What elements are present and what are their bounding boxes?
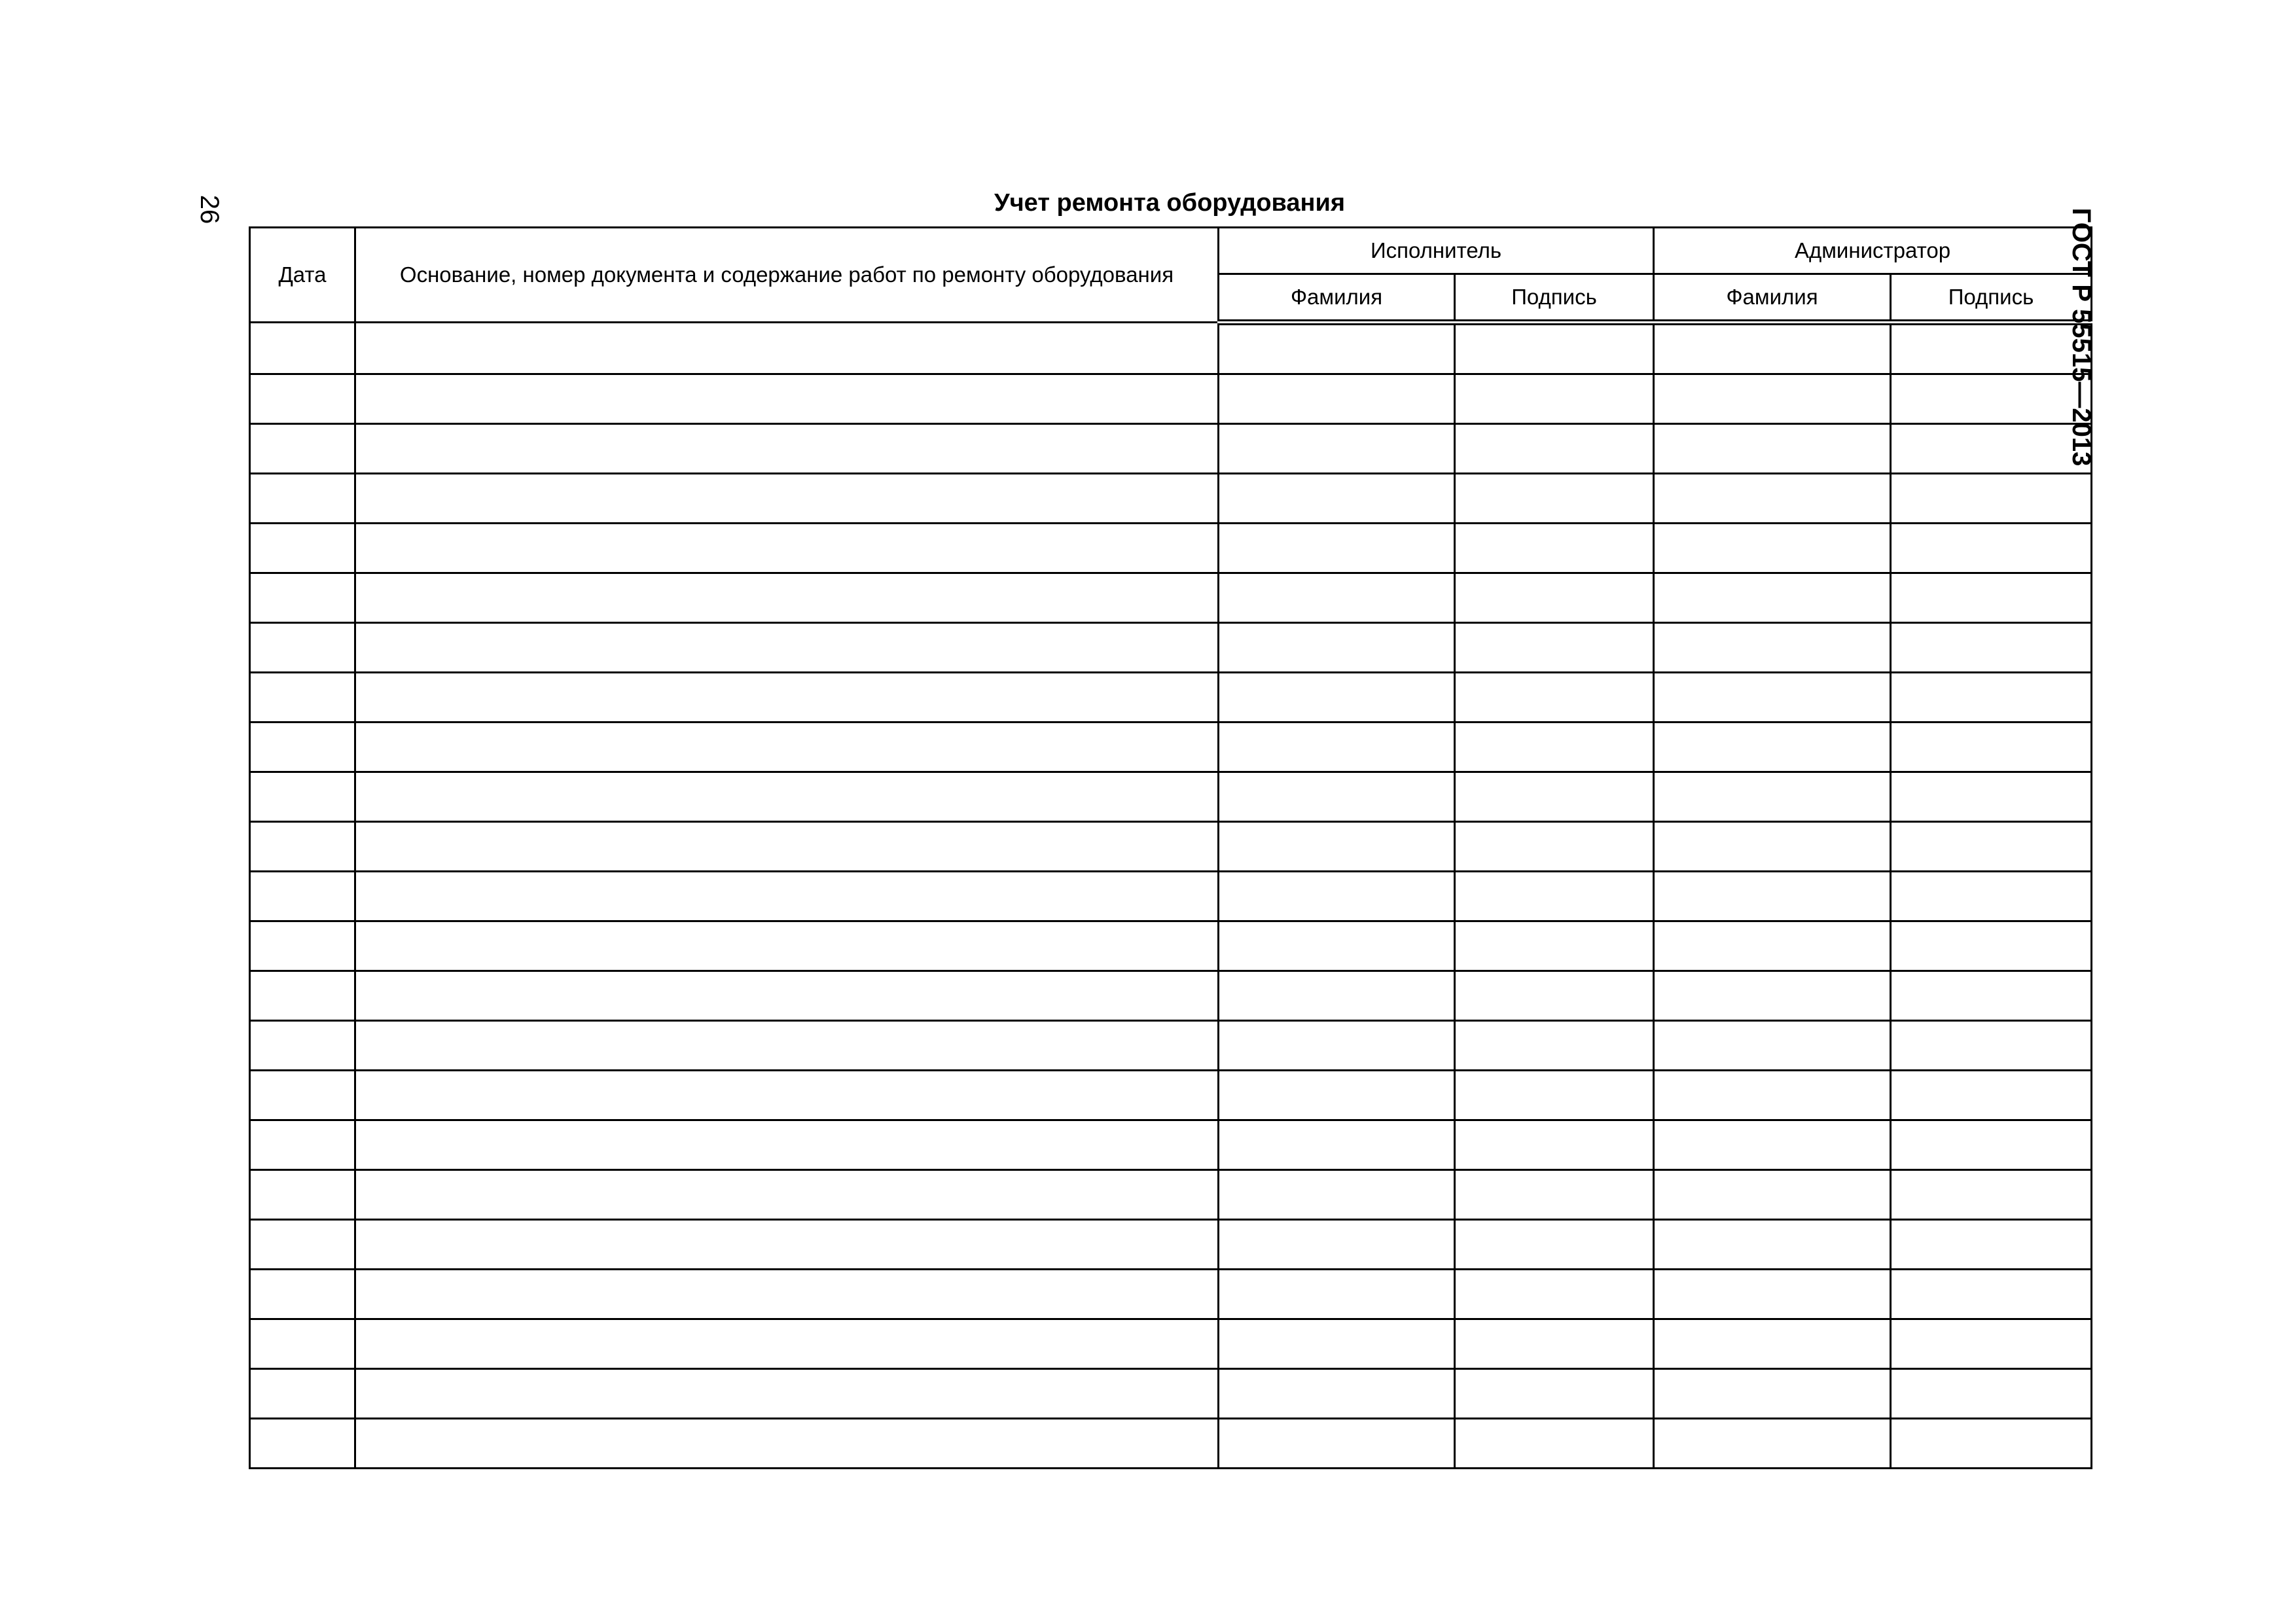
executor-signature-cell	[1455, 1071, 1654, 1120]
basis-cell	[355, 524, 1219, 573]
table-row	[250, 673, 2092, 722]
administrator-surname-cell	[1654, 424, 1891, 474]
administrator-signature-cell	[1891, 1319, 2092, 1369]
executor-signature-cell	[1455, 573, 1654, 623]
executor-surname-cell	[1219, 822, 1455, 872]
date-cell	[250, 573, 355, 623]
administrator-signature-cell	[1891, 772, 2092, 822]
date-cell	[250, 424, 355, 474]
executor-signature-cell	[1455, 1270, 1654, 1319]
basis-cell	[355, 474, 1219, 524]
administrator-signature-cell	[1891, 1220, 2092, 1270]
table-row	[250, 1170, 2092, 1220]
executor-signature-cell	[1455, 971, 1654, 1021]
basis-cell	[355, 1120, 1219, 1170]
table-row	[250, 971, 2092, 1021]
date-cell	[250, 971, 355, 1021]
basis-cell	[355, 822, 1219, 872]
basis-cell	[355, 1071, 1219, 1120]
executor-signature-cell	[1455, 921, 1654, 971]
administrator-surname-cell	[1654, 1021, 1891, 1071]
basis-cell	[355, 1170, 1219, 1220]
executor-signature-cell	[1455, 772, 1654, 822]
administrator-signature-cell	[1891, 1071, 2092, 1120]
date-cell	[250, 1170, 355, 1220]
executor-signature-cell	[1455, 872, 1654, 921]
basis-cell	[355, 374, 1219, 424]
executor-signature-cell	[1455, 623, 1654, 673]
administrator-surname-cell	[1654, 1170, 1891, 1220]
table-row	[250, 323, 2092, 374]
basis-cell	[355, 1270, 1219, 1319]
table-row	[250, 1369, 2092, 1419]
executor-signature-cell	[1455, 1419, 1654, 1469]
column-header-executor-surname: Фамилия	[1219, 274, 1455, 323]
administrator-surname-cell	[1654, 1071, 1891, 1120]
date-cell	[250, 623, 355, 673]
date-cell	[250, 872, 355, 921]
executor-surname-cell	[1219, 323, 1455, 374]
administrator-signature-cell	[1891, 474, 2092, 524]
executor-signature-cell	[1455, 1369, 1654, 1419]
basis-cell	[355, 424, 1219, 474]
executor-signature-cell	[1455, 1021, 1654, 1071]
executor-surname-cell	[1219, 673, 1455, 722]
basis-cell	[355, 673, 1219, 722]
executor-surname-cell	[1219, 573, 1455, 623]
table-row	[250, 722, 2092, 772]
repair-log-table	[249, 226, 2092, 1469]
administrator-surname-cell	[1654, 524, 1891, 573]
administrator-signature-cell	[1891, 722, 2092, 772]
column-group-executor: Исполнитель	[1219, 228, 1654, 274]
executor-signature-cell	[1455, 722, 1654, 772]
executor-surname-cell	[1219, 971, 1455, 1021]
basis-cell	[355, 323, 1219, 374]
administrator-surname-cell	[1654, 323, 1891, 374]
basis-cell	[355, 1319, 1219, 1369]
administrator-signature-cell	[1891, 524, 2092, 573]
table-row	[250, 872, 2092, 921]
date-cell	[250, 1319, 355, 1369]
date-cell	[250, 921, 355, 971]
executor-surname-cell	[1219, 1220, 1455, 1270]
executor-signature-cell	[1455, 374, 1654, 424]
executor-signature-cell	[1455, 822, 1654, 872]
column-header-executor-signature: Подпись	[1455, 274, 1654, 323]
table-body	[250, 323, 2092, 1469]
basis-cell	[355, 623, 1219, 673]
date-cell	[250, 1369, 355, 1419]
table-row	[250, 772, 2092, 822]
date-cell	[250, 822, 355, 872]
executor-surname-cell	[1219, 921, 1455, 971]
administrator-surname-cell	[1654, 1369, 1891, 1419]
basis-cell	[355, 573, 1219, 623]
table-row	[250, 1319, 2092, 1369]
administrator-surname-cell	[1654, 1319, 1891, 1369]
executor-surname-cell	[1219, 1419, 1455, 1469]
administrator-signature-cell	[1891, 1419, 2092, 1469]
executor-surname-cell	[1219, 374, 1455, 424]
date-cell	[250, 374, 355, 424]
administrator-surname-cell	[1654, 474, 1891, 524]
executor-surname-cell	[1219, 1021, 1455, 1071]
executor-surname-cell	[1219, 1319, 1455, 1369]
administrator-signature-cell	[1891, 1120, 2092, 1170]
administrator-surname-cell	[1654, 1270, 1891, 1319]
table-row	[250, 374, 2092, 424]
table-row	[250, 623, 2092, 673]
administrator-signature-cell	[1891, 573, 2092, 623]
column-header-date: Дата	[250, 228, 355, 323]
column-group-administrator: Администратор	[1654, 228, 2092, 274]
administrator-surname-cell	[1654, 374, 1891, 424]
executor-surname-cell	[1219, 623, 1455, 673]
executor-signature-cell	[1455, 1120, 1654, 1170]
administrator-signature-cell	[1891, 424, 2092, 474]
basis-cell	[355, 1021, 1219, 1071]
administrator-surname-cell	[1654, 1419, 1891, 1469]
table-row	[250, 1120, 2092, 1170]
basis-cell	[355, 722, 1219, 772]
date-cell	[250, 673, 355, 722]
executor-signature-cell	[1455, 323, 1654, 374]
table-row	[250, 573, 2092, 623]
administrator-surname-cell	[1654, 872, 1891, 921]
executor-signature-cell	[1455, 424, 1654, 474]
executor-surname-cell	[1219, 424, 1455, 474]
basis-cell	[355, 971, 1219, 1021]
executor-surname-cell	[1219, 1120, 1455, 1170]
date-cell	[250, 1419, 355, 1469]
administrator-surname-cell	[1654, 623, 1891, 673]
executor-surname-cell	[1219, 772, 1455, 822]
date-cell	[250, 722, 355, 772]
administrator-signature-cell	[1891, 323, 2092, 374]
administrator-signature-cell	[1891, 1170, 2092, 1220]
table-row	[250, 1071, 2092, 1120]
page-number: 26	[195, 194, 224, 224]
table-row	[250, 822, 2092, 872]
header-row-1	[250, 228, 2092, 274]
executor-surname-cell	[1219, 474, 1455, 524]
executor-surname-cell	[1219, 1270, 1455, 1319]
executor-signature-cell	[1455, 474, 1654, 524]
executor-signature-cell	[1455, 1319, 1654, 1369]
table-row	[250, 1419, 2092, 1469]
executor-signature-cell	[1455, 1220, 1654, 1270]
date-cell	[250, 474, 355, 524]
executor-surname-cell	[1219, 872, 1455, 921]
table-row	[250, 424, 2092, 474]
table-row	[250, 1270, 2092, 1319]
column-header-basis: Основание, номер документа и содержание работ по ремонту оборудования	[355, 228, 1219, 323]
executor-surname-cell	[1219, 524, 1455, 573]
table-title: Учет ремонта оборудования	[994, 189, 1346, 217]
administrator-surname-cell	[1654, 822, 1891, 872]
executor-surname-cell	[1219, 1170, 1455, 1220]
date-cell	[250, 524, 355, 573]
administrator-surname-cell	[1654, 921, 1891, 971]
table-row	[250, 1021, 2092, 1071]
table-header	[250, 228, 2092, 323]
administrator-signature-cell	[1891, 971, 2092, 1021]
standard-code: ГОСТ Р 55515—2013	[2067, 207, 2096, 467]
administrator-surname-cell	[1654, 772, 1891, 822]
date-cell	[250, 1270, 355, 1319]
date-cell	[250, 1120, 355, 1170]
table-row	[250, 921, 2092, 971]
executor-surname-cell	[1219, 1369, 1455, 1419]
administrator-signature-cell	[1891, 623, 2092, 673]
administrator-signature-cell	[1891, 872, 2092, 921]
executor-surname-cell	[1219, 722, 1455, 772]
executor-signature-cell	[1455, 673, 1654, 722]
table-row	[250, 474, 2092, 524]
executor-surname-cell	[1219, 1071, 1455, 1120]
basis-cell	[355, 772, 1219, 822]
administrator-signature-cell	[1891, 921, 2092, 971]
basis-cell	[355, 1220, 1219, 1270]
executor-signature-cell	[1455, 524, 1654, 573]
date-cell	[250, 772, 355, 822]
administrator-surname-cell	[1654, 1120, 1891, 1170]
administrator-surname-cell	[1654, 1220, 1891, 1270]
date-cell	[250, 1071, 355, 1120]
administrator-signature-cell	[1891, 822, 2092, 872]
table-row	[250, 524, 2092, 573]
administrator-signature-cell	[1891, 374, 2092, 424]
administrator-surname-cell	[1654, 971, 1891, 1021]
column-header-administrator-surname: Фамилия	[1654, 274, 1891, 323]
administrator-signature-cell	[1891, 1369, 2092, 1419]
executor-signature-cell	[1455, 1170, 1654, 1220]
date-cell	[250, 1021, 355, 1071]
administrator-surname-cell	[1654, 673, 1891, 722]
administrator-signature-cell	[1891, 673, 2092, 722]
column-header-administrator-signature: Подпись	[1891, 274, 2092, 323]
administrator-surname-cell	[1654, 722, 1891, 772]
basis-cell	[355, 1369, 1219, 1419]
basis-cell	[355, 921, 1219, 971]
date-cell	[250, 1220, 355, 1270]
administrator-signature-cell	[1891, 1021, 2092, 1071]
basis-cell	[355, 872, 1219, 921]
date-cell	[250, 323, 355, 374]
basis-cell	[355, 1419, 1219, 1469]
table-row	[250, 1220, 2092, 1270]
administrator-surname-cell	[1654, 573, 1891, 623]
administrator-signature-cell	[1891, 1270, 2092, 1319]
